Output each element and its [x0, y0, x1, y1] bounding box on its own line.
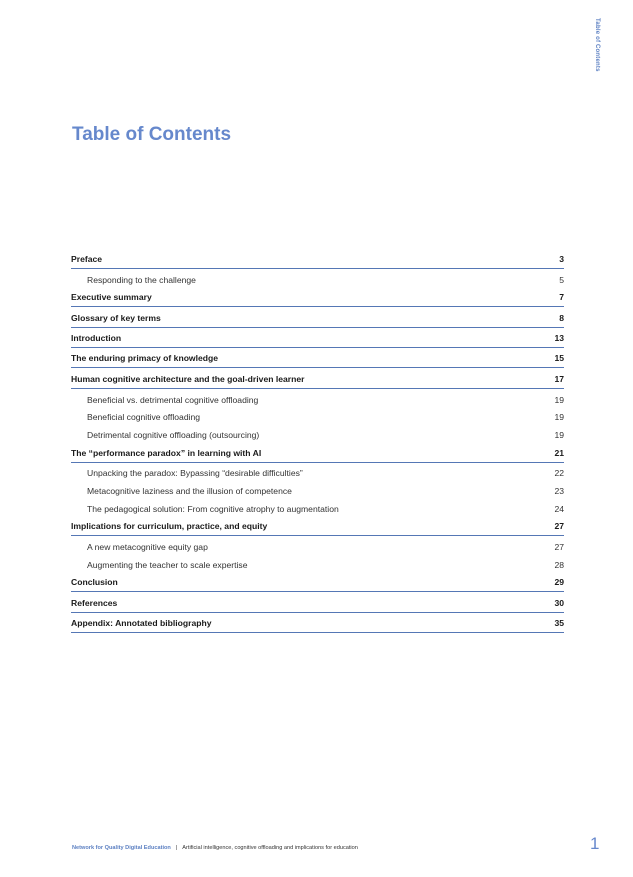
toc-entry-title: Augmenting the teacher to scale expertise: [87, 559, 248, 570]
toc-entry-page: 7: [559, 292, 564, 303]
toc-entry-title: Metacognitive laziness and the illusion of competence: [87, 486, 292, 497]
toc-entry[interactable]: [71, 516, 564, 536]
toc-subentry[interactable]: [71, 269, 564, 287]
toc-entry-page: 30: [554, 597, 564, 608]
toc-entry-title: Introduction: [71, 332, 122, 343]
toc-entry[interactable]: [71, 287, 564, 307]
toc-entry[interactable]: [71, 348, 564, 368]
toc-entry-title: Beneficial cognitive offloading: [87, 412, 201, 423]
toc-entry-page: 13: [554, 332, 564, 343]
toc-entry-page: 27: [554, 542, 564, 553]
toc-entry-page: 35: [554, 618, 564, 629]
toc-subentry[interactable]: [71, 389, 564, 407]
toc-entry-title: The enduring primacy of knowledge: [71, 353, 219, 364]
toc-entry-page: 22: [554, 468, 564, 479]
toc-entry-title: Detrimental cognitive offloading (outsourcing): [87, 430, 260, 441]
toc-entry[interactable]: [71, 368, 564, 388]
toc-entry-title: A new metacognitive equity gap: [87, 542, 208, 553]
toc-entry-title: The pedagogical solution: From cognitive atrophy to augmentation: [87, 503, 339, 514]
toc-entry[interactable]: [71, 307, 564, 327]
toc-entry[interactable]: [71, 592, 564, 612]
footer-brand: Network for Quality Digital Education: [72, 845, 171, 851]
toc-entry[interactable]: [71, 572, 564, 592]
toc-subentry[interactable]: [71, 480, 564, 498]
toc-entry-page: 17: [554, 373, 564, 384]
page-title: Table of Contents: [72, 124, 232, 145]
toc-entry-title: Glossary of key terms: [71, 312, 161, 323]
toc-subentry[interactable]: [71, 498, 564, 516]
toc-entry-title: The “performance paradox” in learning with AI: [71, 447, 262, 458]
toc-entry-page: 28: [554, 559, 564, 570]
footer-separator: |: [175, 845, 178, 851]
toc-entry-title: Beneficial vs. detrimental cognitive offloading: [87, 394, 259, 405]
toc-entry-page: 21: [554, 447, 564, 458]
toc-entry-page: 15: [554, 353, 564, 364]
toc-entry[interactable]: [71, 328, 564, 348]
page-number: 1: [590, 834, 600, 853]
running-header: Table of Contents: [594, 18, 600, 72]
toc-entry-title: Implications for curriculum, practice, and equity: [71, 521, 268, 532]
table-of-contents: [71, 252, 564, 633]
toc-subentry[interactable]: [71, 536, 564, 554]
toc-subentry[interactable]: [71, 424, 564, 442]
toc-subentry[interactable]: [71, 407, 564, 425]
toc-entry-page: 29: [554, 577, 564, 588]
toc-entry[interactable]: [71, 252, 564, 269]
toc-entry-title: Preface: [71, 254, 103, 264]
toc-entry[interactable]: [71, 442, 564, 462]
toc-entry[interactable]: [71, 613, 564, 633]
toc-entry-title: Executive summary: [71, 292, 152, 303]
toc-entry-page: 23: [554, 486, 564, 497]
toc-entry-page: 8: [559, 312, 564, 323]
toc-entry-title: Conclusion: [71, 577, 118, 588]
toc-entry-page: 27: [554, 521, 564, 532]
toc-subentry[interactable]: [71, 463, 564, 481]
toc-entry-title: Human cognitive architecture and the goal-driven learner: [71, 373, 305, 384]
toc-entry-title: Unpacking the paradox: Bypassing “desirable difficulties”: [87, 468, 303, 479]
toc-entry-title: References: [71, 597, 118, 608]
toc-entry-page: 5: [559, 274, 564, 285]
toc-entry-title: Responding to the challenge: [87, 274, 196, 285]
toc-entry-page: 3: [559, 254, 564, 264]
footer: [72, 845, 358, 851]
toc-entry-page: 24: [554, 503, 564, 514]
toc-entry-title: Appendix: Annotated bibliography: [71, 618, 212, 629]
toc-entry-page: 19: [554, 412, 564, 423]
toc-entry-page: 19: [554, 430, 564, 441]
footer-document-title: Artificial intelligence, cognitive offloading and implications for education: [182, 845, 358, 851]
toc-entry-page: 19: [554, 394, 564, 405]
toc-subentry[interactable]: [71, 554, 564, 572]
